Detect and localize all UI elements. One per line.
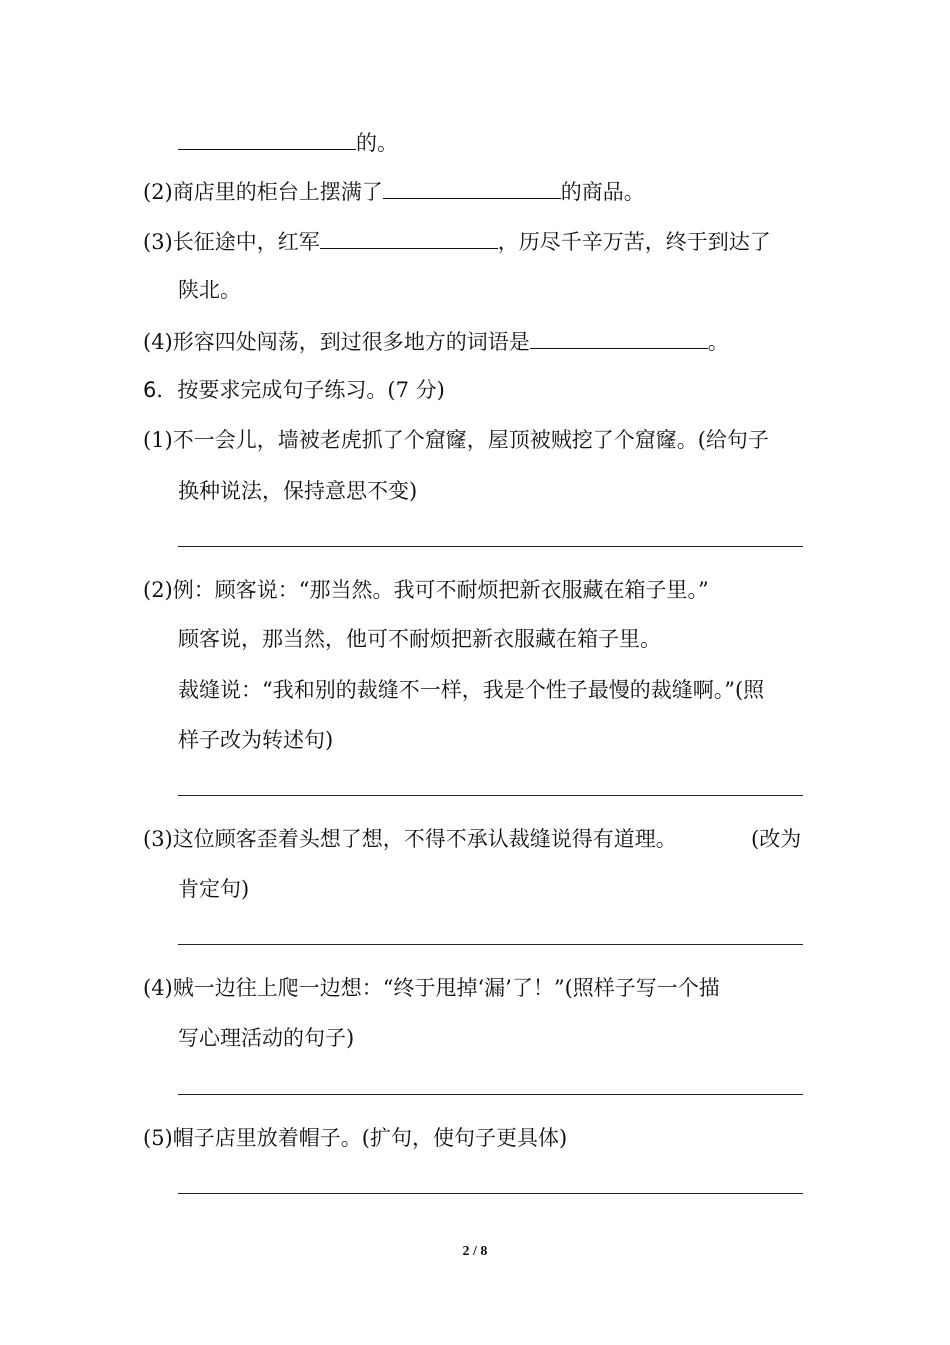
q6-item2-text: 裁缝说：“我和别的裁缝不一样，我是个性子最慢的裁缝啊。”(照 <box>178 678 765 702</box>
answer-line-3[interactable] <box>178 944 803 945</box>
answer-line-5[interactable] <box>178 1193 803 1194</box>
fill-blank[interactable] <box>530 326 708 349</box>
q5-item3: (3)长征途中，红军 ，历尽千辛万苦，终于到达了 <box>143 226 771 256</box>
q5-item4: (4)形容四处闯荡，到过很多地方的词语是 。 <box>143 326 729 356</box>
q6-item2-example: (2)例：顾客说：“那当然。我可不耐烦把新衣服藏在箱子里。” <box>143 578 709 602</box>
q5-item2: (2)商店里的柜台上摆满了 的商品。 <box>143 176 645 206</box>
fill-blank[interactable] <box>178 127 356 150</box>
answer-line-4[interactable] <box>178 1094 803 1095</box>
q6-heading: 6．按要求完成句子练习。(7 分) <box>143 378 445 402</box>
q6-item4-text: (4)贼一边往上爬一边想：“终于甩掉‘漏’了！”(照样子写一个描 <box>143 976 720 1000</box>
q6-item3-text: (3)这位顾客歪着头想了想，不得不承认裁缝说得有道理。 <box>143 827 677 851</box>
fill-blank[interactable] <box>320 226 498 249</box>
q6-item5-text: (5)帽子店里放着帽子。(扩句，使句子更具体) <box>143 1126 568 1150</box>
answer-line-1[interactable] <box>178 546 803 547</box>
page-number: 2 / 8 <box>462 1244 488 1259</box>
q6-item4-instruction: 写心理活动的句子) <box>178 1026 355 1050</box>
q6-item2-example-reported: 顾客说，那当然，他可不耐烦把新衣服藏在箱子里。 <box>178 627 661 651</box>
q6-item3-note: (改为 <box>751 827 802 851</box>
q6-item1-text: (1)不一会儿，墙被老虎抓了个窟窿，屋顶被贼挖了个窟窿。(给句子 <box>143 428 769 452</box>
q6-item1-instruction: 换种说法，保持意思不变) <box>178 479 418 503</box>
q5-item1-continuation: 的。 <box>178 127 398 157</box>
fill-blank[interactable] <box>383 176 561 199</box>
question-number: 6． <box>143 378 178 402</box>
answer-line-2[interactable] <box>178 795 803 796</box>
q6-item3-instruction: 肯定句) <box>178 877 250 901</box>
q5-item3-line2: 陕北。 <box>178 278 241 302</box>
q6-item2-instruction: 样子改为转述句) <box>178 728 334 752</box>
